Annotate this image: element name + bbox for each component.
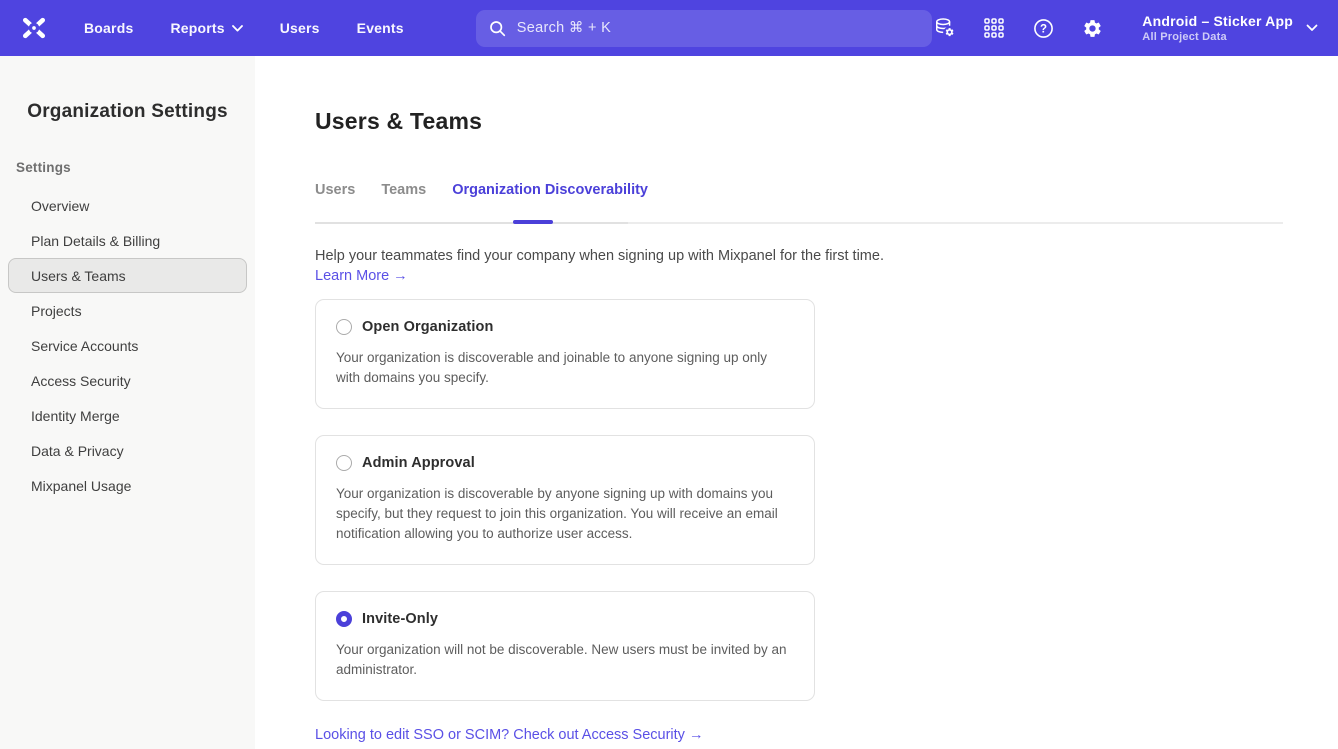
help-icon: [1033, 18, 1054, 39]
option-description: Your organization will not be discoverable. New users must be invited by an administrator.: [336, 642, 787, 677]
option-invite-only[interactable]: [336, 611, 794, 627]
project-text: [1142, 13, 1293, 43]
radio-open-organization[interactable]: [336, 319, 352, 335]
main-content: [255, 56, 1338, 749]
search-placeholder: Search ⌘ + K: [516, 20, 612, 36]
mixpanel-logo-icon: [20, 15, 48, 41]
option-label: Admin Approval: [362, 455, 475, 471]
sidebar-item-access-security[interactable]: Access Security: [31, 372, 131, 389]
tabs-divider: [315, 222, 1283, 224]
sidebar-item-mixpanel-usage[interactable]: Mixpanel Usage: [31, 477, 132, 494]
settings-section-label: Settings: [16, 160, 71, 175]
search-icon: [489, 20, 506, 37]
project-scope: All Project Data: [1142, 31, 1227, 43]
help-button[interactable]: [1032, 17, 1054, 39]
org-settings-title: Organization Settings: [27, 101, 228, 122]
discoverability-options: [315, 299, 815, 701]
nav-item-label: Events: [356, 20, 404, 36]
settings-button[interactable]: [1081, 17, 1103, 39]
settings-sidebar: [0, 56, 255, 749]
footer-link-row: [315, 725, 1283, 745]
nav-item-users[interactable]: [280, 20, 320, 36]
option-description: Your organization is discoverable and joinable to anyone signing up only with domains you specify.: [336, 350, 768, 385]
tab-organization-discoverability[interactable]: Organization Discoverability: [452, 182, 648, 198]
sidebar-item-plan-details-billing[interactable]: Plan Details & Billing: [31, 232, 161, 249]
radio-admin-approval[interactable]: [336, 455, 352, 471]
sidebar-item-users-teams[interactable]: Users & Teams: [8, 258, 247, 293]
nav-item-label: Boards: [84, 20, 134, 36]
nav-item-label: Users: [279, 20, 320, 36]
nav-item-label: Reports: [170, 20, 225, 36]
nav-item-boards[interactable]: [84, 20, 133, 36]
chevron-down-icon: [232, 25, 243, 32]
navbar-right-group: [934, 13, 1318, 43]
nav-item-events[interactable]: [357, 20, 404, 36]
option-admin-approval[interactable]: [336, 455, 794, 471]
top-navbar: [0, 0, 1338, 56]
primary-nav: [84, 20, 404, 36]
apps-grid-button[interactable]: [983, 17, 1005, 39]
learn-more-link[interactable]: Learn More →: [315, 268, 408, 284]
option-card-admin-approval: [315, 435, 815, 565]
tabs-divider-dark-segment: [315, 222, 628, 224]
page-title: Users & Teams: [315, 108, 483, 134]
option-card-open-organization: [315, 299, 815, 409]
data-management-button[interactable]: [934, 17, 956, 39]
option-description: Your organization is discoverable by anyone signing up with domains you specify, but they request to join this organization. You will receive an email notification allowing you to authorize user access.: [336, 486, 778, 541]
search-input[interactable]: [476, 10, 932, 47]
option-open-organization[interactable]: [336, 319, 794, 335]
intro-text: Help your teammates find your company when signing up with Mixpanel for the first time.: [315, 248, 884, 264]
radio-invite-only[interactable]: [336, 611, 352, 627]
database-gear-icon: [934, 16, 956, 40]
tab-teams[interactable]: Teams: [381, 182, 427, 198]
apps-grid-icon: [984, 18, 1004, 38]
sidebar-item-data-privacy[interactable]: Data & Privacy: [31, 442, 124, 459]
gear-icon: [1082, 18, 1103, 39]
mixpanel-logo[interactable]: [20, 15, 48, 41]
sidebar-item-overview[interactable]: Overview: [31, 197, 90, 214]
sidebar-item-identity-merge[interactable]: Identity Merge: [31, 407, 120, 424]
tab-bar: [315, 182, 1283, 198]
tab-users[interactable]: Users: [315, 182, 356, 198]
sidebar-item-projects[interactable]: Projects: [31, 302, 82, 319]
option-card-invite-only: [315, 591, 815, 701]
project-switcher[interactable]: [1142, 13, 1318, 43]
sidebar-item-service-accounts[interactable]: Service Accounts: [31, 337, 139, 354]
option-label: Open Organization: [362, 319, 494, 335]
project-name: Android – Sticker App: [1142, 13, 1293, 29]
active-tab-underline: [513, 220, 553, 224]
svg-text:?: ?: [1039, 23, 1047, 36]
access-security-link[interactable]: Looking to edit SSO or SCIM? Check out Access Security →: [315, 727, 704, 743]
chevron-down-icon: [1306, 24, 1318, 32]
nav-item-reports[interactable]: [170, 20, 242, 36]
settings-nav-list: [0, 188, 255, 503]
option-label: Invite-Only: [362, 611, 439, 627]
